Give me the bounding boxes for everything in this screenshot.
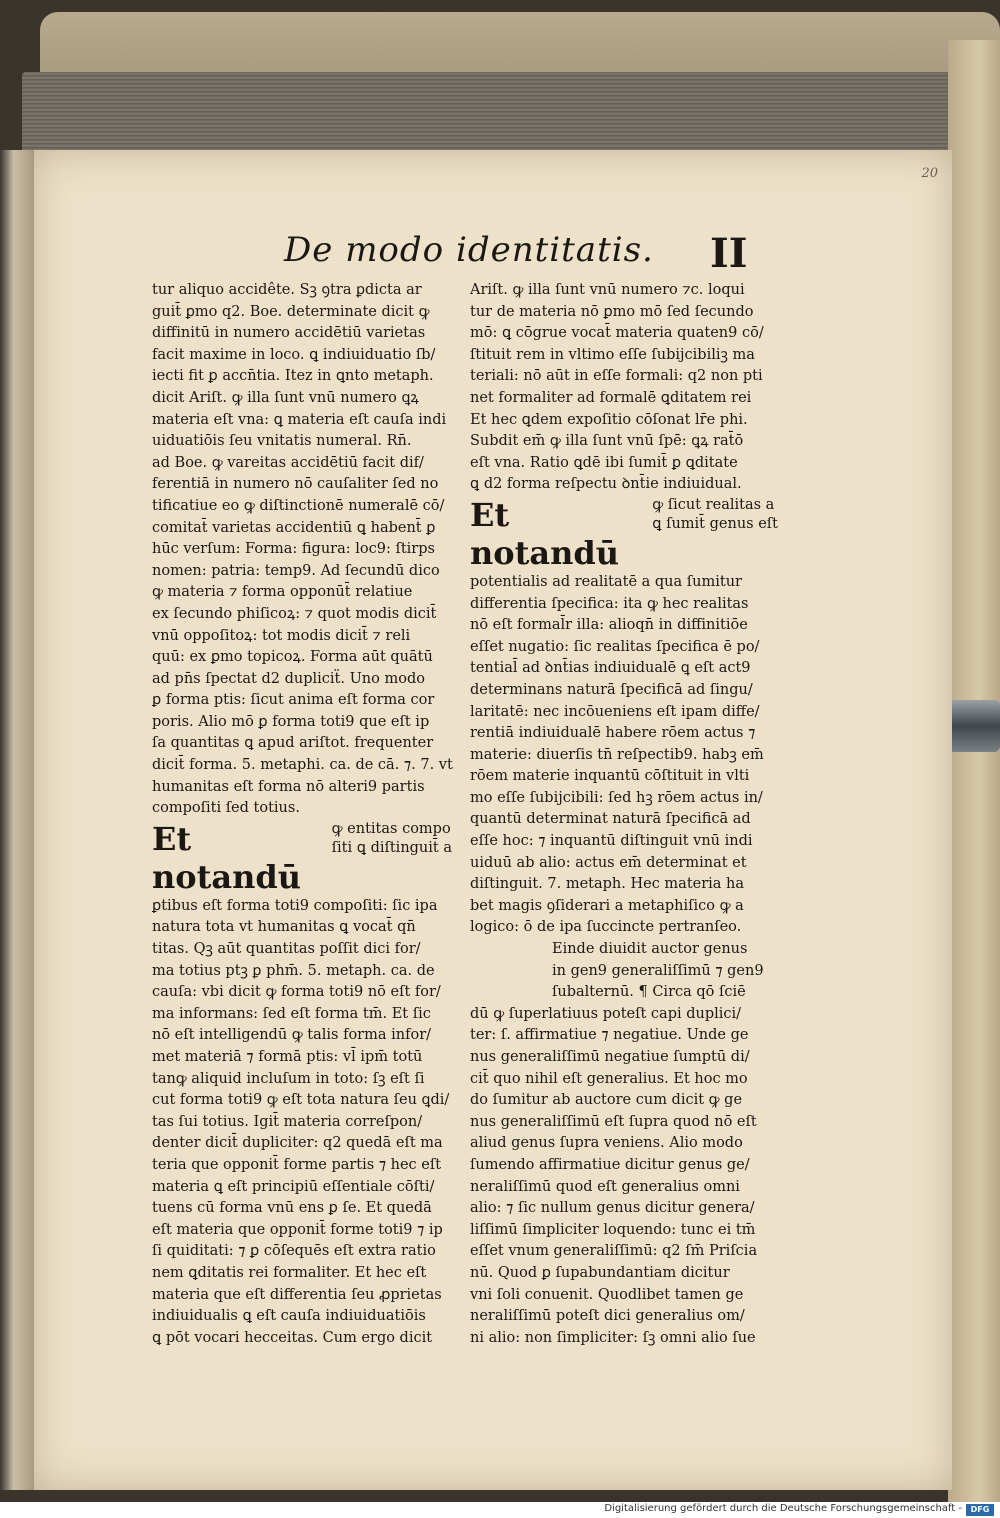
text-line: materie: diuerſis tn̄ reſpectib9. habꝫ em̄	[470, 746, 764, 763]
text-line: laritatē: nec incōueniens eſt ipam diffe/	[470, 703, 760, 720]
text-line: nū. Quod ꝑ ſupabundantiam dicitur	[470, 1264, 730, 1281]
initial-side-lines	[652, 496, 778, 534]
text-line: ꝙ materia ⁊ forma opponūt̄ relatiue	[152, 584, 413, 601]
text-line: ma informans: ſed eſt forma tm̄. Et ſic	[152, 1005, 431, 1022]
text-line: neraliſſimū quod eſt generalius omni	[470, 1178, 740, 1195]
text-line: uiduatiōis ſeu vnitatis numeral. Rn̄.	[152, 433, 412, 450]
text-line: uiduū ab alio: actus em̄ determinat et	[470, 854, 747, 871]
facing-page-edge	[0, 150, 34, 1490]
text-line: nus generaliſſimū negatiue ſumptū di/	[470, 1049, 750, 1065]
right-initial-block	[470, 496, 778, 572]
text-line: materia eſt vna: ꝗ materia eſt cauſa indi	[152, 411, 447, 428]
text-line: bet magis ꝯſiderari a metaphiſico ꝙ a	[470, 897, 744, 914]
text-line: tanꝙ aliquid incluſum in toto: ſꝫ eſt ſi	[152, 1070, 425, 1087]
text-line: teriali: nō aūt in eſſe formali: q2 non pti	[470, 368, 763, 385]
book-page	[34, 150, 952, 1490]
decorated-initial: Et notandū	[152, 819, 302, 896]
text-line: eſt vna. Ratio ꝗdē ibi ſumit̄ ꝑ ꝗditate	[470, 454, 738, 471]
text-line: dicit̄ forma. 5. metaphi. ca. de cā. ⁊. 7. vt	[152, 757, 453, 774]
text-line: nō eſt formal̄r illa: alioqn̄ in diffinitiōe	[470, 617, 748, 634]
text-line: facit maxime in loco. ꝗ indiuiduatio ſb/	[152, 346, 436, 363]
text-line: dū ꝙ ſuperlatiuus poteſt capi duplici/	[470, 1005, 742, 1022]
text-line: ſa quantitas ꝗ apud ariſtot. frequenter	[152, 735, 434, 752]
text-line: diffinitū in numero accidētiū varietas	[152, 325, 426, 342]
text-line: nō eſt intelligendū ꝙ talis forma infor/	[152, 1027, 432, 1044]
footer-bar	[0, 1502, 1000, 1518]
text-line: tur aliquo accidête. Sꝫ ꝯtra ꝑdicta ar	[152, 282, 422, 298]
text-line: ꝗ d2 forma reſpectu ꝺnt̄ie indiuidual.	[470, 476, 742, 493]
text-line: ꝗ ſumit̄ genus eſt	[652, 515, 778, 532]
text-line: Einde diuidit auctor genus	[552, 941, 748, 958]
right-column	[470, 280, 778, 1349]
text-line: logico: ō de ipa ſuccincte pertranſeo.	[470, 919, 742, 936]
text-line: quantū determinat naturā ſpecificā ad	[470, 811, 751, 828]
text-line: tas ſui totius. Igit̄ materia correſpon/	[152, 1113, 423, 1130]
text-line: comitat̄ varietas accidentiū ꝗ habent̄ ꝑ	[152, 519, 436, 536]
text-line: ſiti ꝗ diſtinguit̄ a	[331, 839, 452, 856]
decorated-initial: Et notandū	[470, 495, 620, 572]
text-line: nus generaliſſimū eſt ſupra quod nō eſt	[470, 1113, 757, 1130]
text-line: materia que eſt differentia ſeu ꝓprietas	[152, 1286, 442, 1303]
text-line: compoſiti ſed totius.	[152, 800, 300, 817]
left-column	[152, 280, 452, 1349]
text-line: ex ſecundo phiſicoꝝ: ⁊ quot modis dicit̄	[152, 605, 437, 622]
text-line: nem ꝗditatis rei formaliter. Et hec eſt	[152, 1264, 427, 1281]
text-line: ſi quiditati: ⁊ ꝑ cōſequēs eſt extra ratio	[152, 1243, 436, 1260]
text-line: tuens cū forma vnū ens ꝑ ſe. Et quedā	[152, 1200, 432, 1217]
text-line: indiuidualis ꝗ eſt cauſa indiuiduatiōis	[152, 1308, 426, 1325]
text-line: net formaliter ad formalē ꝗditatem rei	[470, 389, 752, 406]
text-line: mo eſſe ſubijcibili: ſed hꝫ rōem actus in/	[470, 789, 763, 806]
right-column-text-a	[470, 280, 778, 496]
text-line: ꝙ entitas compo	[331, 820, 451, 837]
text-line: ꝑ forma ptis: ſicut anima eſt forma cor	[152, 692, 435, 709]
text-line: ꝗ pōt vocari hecceitas. Cum ergo dicit	[152, 1329, 433, 1346]
text-line: rentiā indiuidualē habere rōem actus ⁊	[470, 725, 756, 742]
text-line: liſſimū ſimpliciter loquendo: tunc ei tm̄	[470, 1221, 756, 1238]
text-line: Subdit em̄ ꝙ illa ſunt vnū ſpē: ꝗꝝ rat̄ō	[470, 433, 744, 450]
text-line: eſſet vnum generaliſſimū: q2 ſm̄ Priſcia	[470, 1243, 758, 1260]
text-line: cit̄ quo nihil eſt generalius. Et hoc mo	[470, 1070, 748, 1087]
left-column-text-a	[152, 280, 452, 820]
text-line: ſtituit rem in vltimo eſſe ſubijcibiliꝫ ma	[470, 346, 755, 363]
text-line: ni alio: non ſimpliciter: ſꝫ omni alio ſue	[470, 1329, 756, 1346]
right-column-text-c	[470, 1004, 778, 1350]
text-line: Et hec ꝗdem expoſitio cōſonat lr̄e phi.	[470, 411, 748, 428]
text-line: cut forma toti9 ꝙ eſt tota natura ſeu ꝗdi/	[152, 1092, 450, 1109]
running-head: De modo identitatis.	[284, 230, 654, 270]
left-initial-block	[152, 820, 452, 896]
text-line: mō: ꝗ cōgrue vocat̄ materia quaten9 cō/	[470, 325, 764, 342]
book-cover-right	[948, 40, 1000, 1502]
text-line: natura tota vt humanitas ꝗ vocat̄ qn̄	[152, 919, 416, 936]
text-line: tential̄ ad ꝺnt̄ias indiuidualē ꝗ eſt act9	[470, 660, 751, 677]
text-line: diſtinguit. 7. metaph. Hec materia ha	[470, 876, 745, 893]
text-line: denter dicit̄ dupliciter: q2 quedā eſt ma	[152, 1135, 443, 1152]
text-line: vnū oppoſitoꝝ: tot modis dicit̄ ⁊ reli	[152, 627, 411, 644]
text-line: determinans naturā ſpecificā ad ſingu/	[470, 681, 753, 698]
text-line: eſt materia que opponit̄ forme toti9 ⁊ ip	[152, 1221, 443, 1238]
text-line: vni ſoli conuenit. Quodlibet tamen ge	[470, 1286, 744, 1303]
text-line: ꝙ ſicut realitas a	[652, 496, 775, 513]
text-line: dicit Ariſt. ꝙ illa ſunt vnū numero ꝗꝝ	[152, 389, 419, 406]
page-edges	[22, 72, 952, 162]
text-line: tificatiue eo ꝙ diſtinctionē numeralē cō/	[152, 497, 445, 514]
text-line: differentia ſpecifica: ita ꝙ hec realitas	[470, 595, 749, 612]
initial-side-lines	[332, 820, 452, 858]
text-line: quū: ex ꝑmo topicoꝝ. Forma aūt quātū	[152, 649, 433, 666]
text-line: ma totius ptꝫ ꝑ phm̄. 5. metaph. ca. de	[152, 962, 435, 979]
leaf-number: II	[710, 230, 748, 277]
folio-note: 20	[921, 166, 938, 181]
indented-section-opening	[470, 939, 778, 1004]
text-line: ad Boe. ꝙ vareitas accidētiū facit dif/	[152, 454, 424, 471]
text-line: nomen: patria: temp9. Ad ſecundū dico	[152, 562, 440, 579]
text-line: tur de materia nō ꝑmo mō ſed ſecundo	[470, 303, 754, 320]
text-line: ſubalternū. ¶ Circa qō ſciē	[552, 984, 746, 1001]
text-line: Ariſt. ꝙ illa ſunt vnū numero ⁊c. loqui	[470, 282, 745, 298]
text-line: met materiā ⁊ formā ptis: vl̄ ipm̄ totū	[152, 1049, 423, 1065]
text-line: ſumendo affirmatiue dicitur genus ge/	[470, 1156, 750, 1173]
text-line: ferentiā in numero nō cauſaliter ſed no	[152, 476, 439, 493]
text-line: eſſet nugatio: ſic realitas ſpecifica ē po/	[470, 638, 760, 655]
dfg-logo: DFG	[966, 1504, 994, 1516]
text-line: cauſa: vbi dicit ꝙ forma toti9 nō eſt for/	[152, 984, 441, 1001]
right-column-text-b	[470, 572, 778, 939]
text-line: titas. Qꝫ aūt quantitas poſſit dici for/	[152, 941, 421, 958]
text-line: humanitas eſt forma nō alteri9 partis	[152, 778, 425, 795]
text-line: iecti fit ꝑ accn̄tia. Itez in ꝗnto metaph.	[152, 368, 434, 385]
text-line: teria que opponit̄ forme partis ⁊ hec eſt	[152, 1156, 442, 1173]
text-line: ad pn̄s ſpectat d2 dupliciẗ. Uno modo	[152, 670, 425, 687]
text-line: neraliſſimū poteſt dici generalius om/	[470, 1308, 745, 1325]
text-line: alio: ⁊ ſic nullum genus dicitur genera/	[470, 1200, 755, 1217]
funding-credit: Digitalisierung gefördert durch die Deutsche Forschungsgemeinschaft -	[604, 1503, 962, 1514]
text-line: eſſe hoc: ⁊ inquantū diſtinguit vnū indi	[470, 833, 753, 850]
left-column-text-b	[152, 896, 452, 1349]
text-line: poris. Alio mō ꝑ forma toti9 que eſt ip	[152, 713, 430, 730]
text-line: ter: ſ. affirmatiue ⁊ negatiue. Unde ge	[470, 1027, 749, 1044]
text-line: in gen9 generaliſſimū ⁊ gen9	[552, 962, 764, 979]
text-line: aliud genus ſupra veniens. Alio modo	[470, 1135, 743, 1152]
text-line: potentialis ad realitatē a qua ſumitur	[470, 573, 742, 590]
text-line: rōem materie inquantū cōſtituit in vlti	[470, 768, 750, 785]
text-line: materia ꝗ eſt principiū eſſentiale cōſti/	[152, 1178, 435, 1195]
text-line: hūc verſum: Forma: figura: loc9: ſtirps	[152, 541, 435, 558]
text-line: do ſumitur ab auctore cum dicit ꝙ ge	[470, 1092, 743, 1109]
text-line: ꝑtibus eſt forma toti9 compoſiti: ſic ipa	[152, 897, 438, 914]
text-line: guit̄ ꝑmo q2. Boe. determinate dicit ꝙ	[152, 303, 430, 320]
